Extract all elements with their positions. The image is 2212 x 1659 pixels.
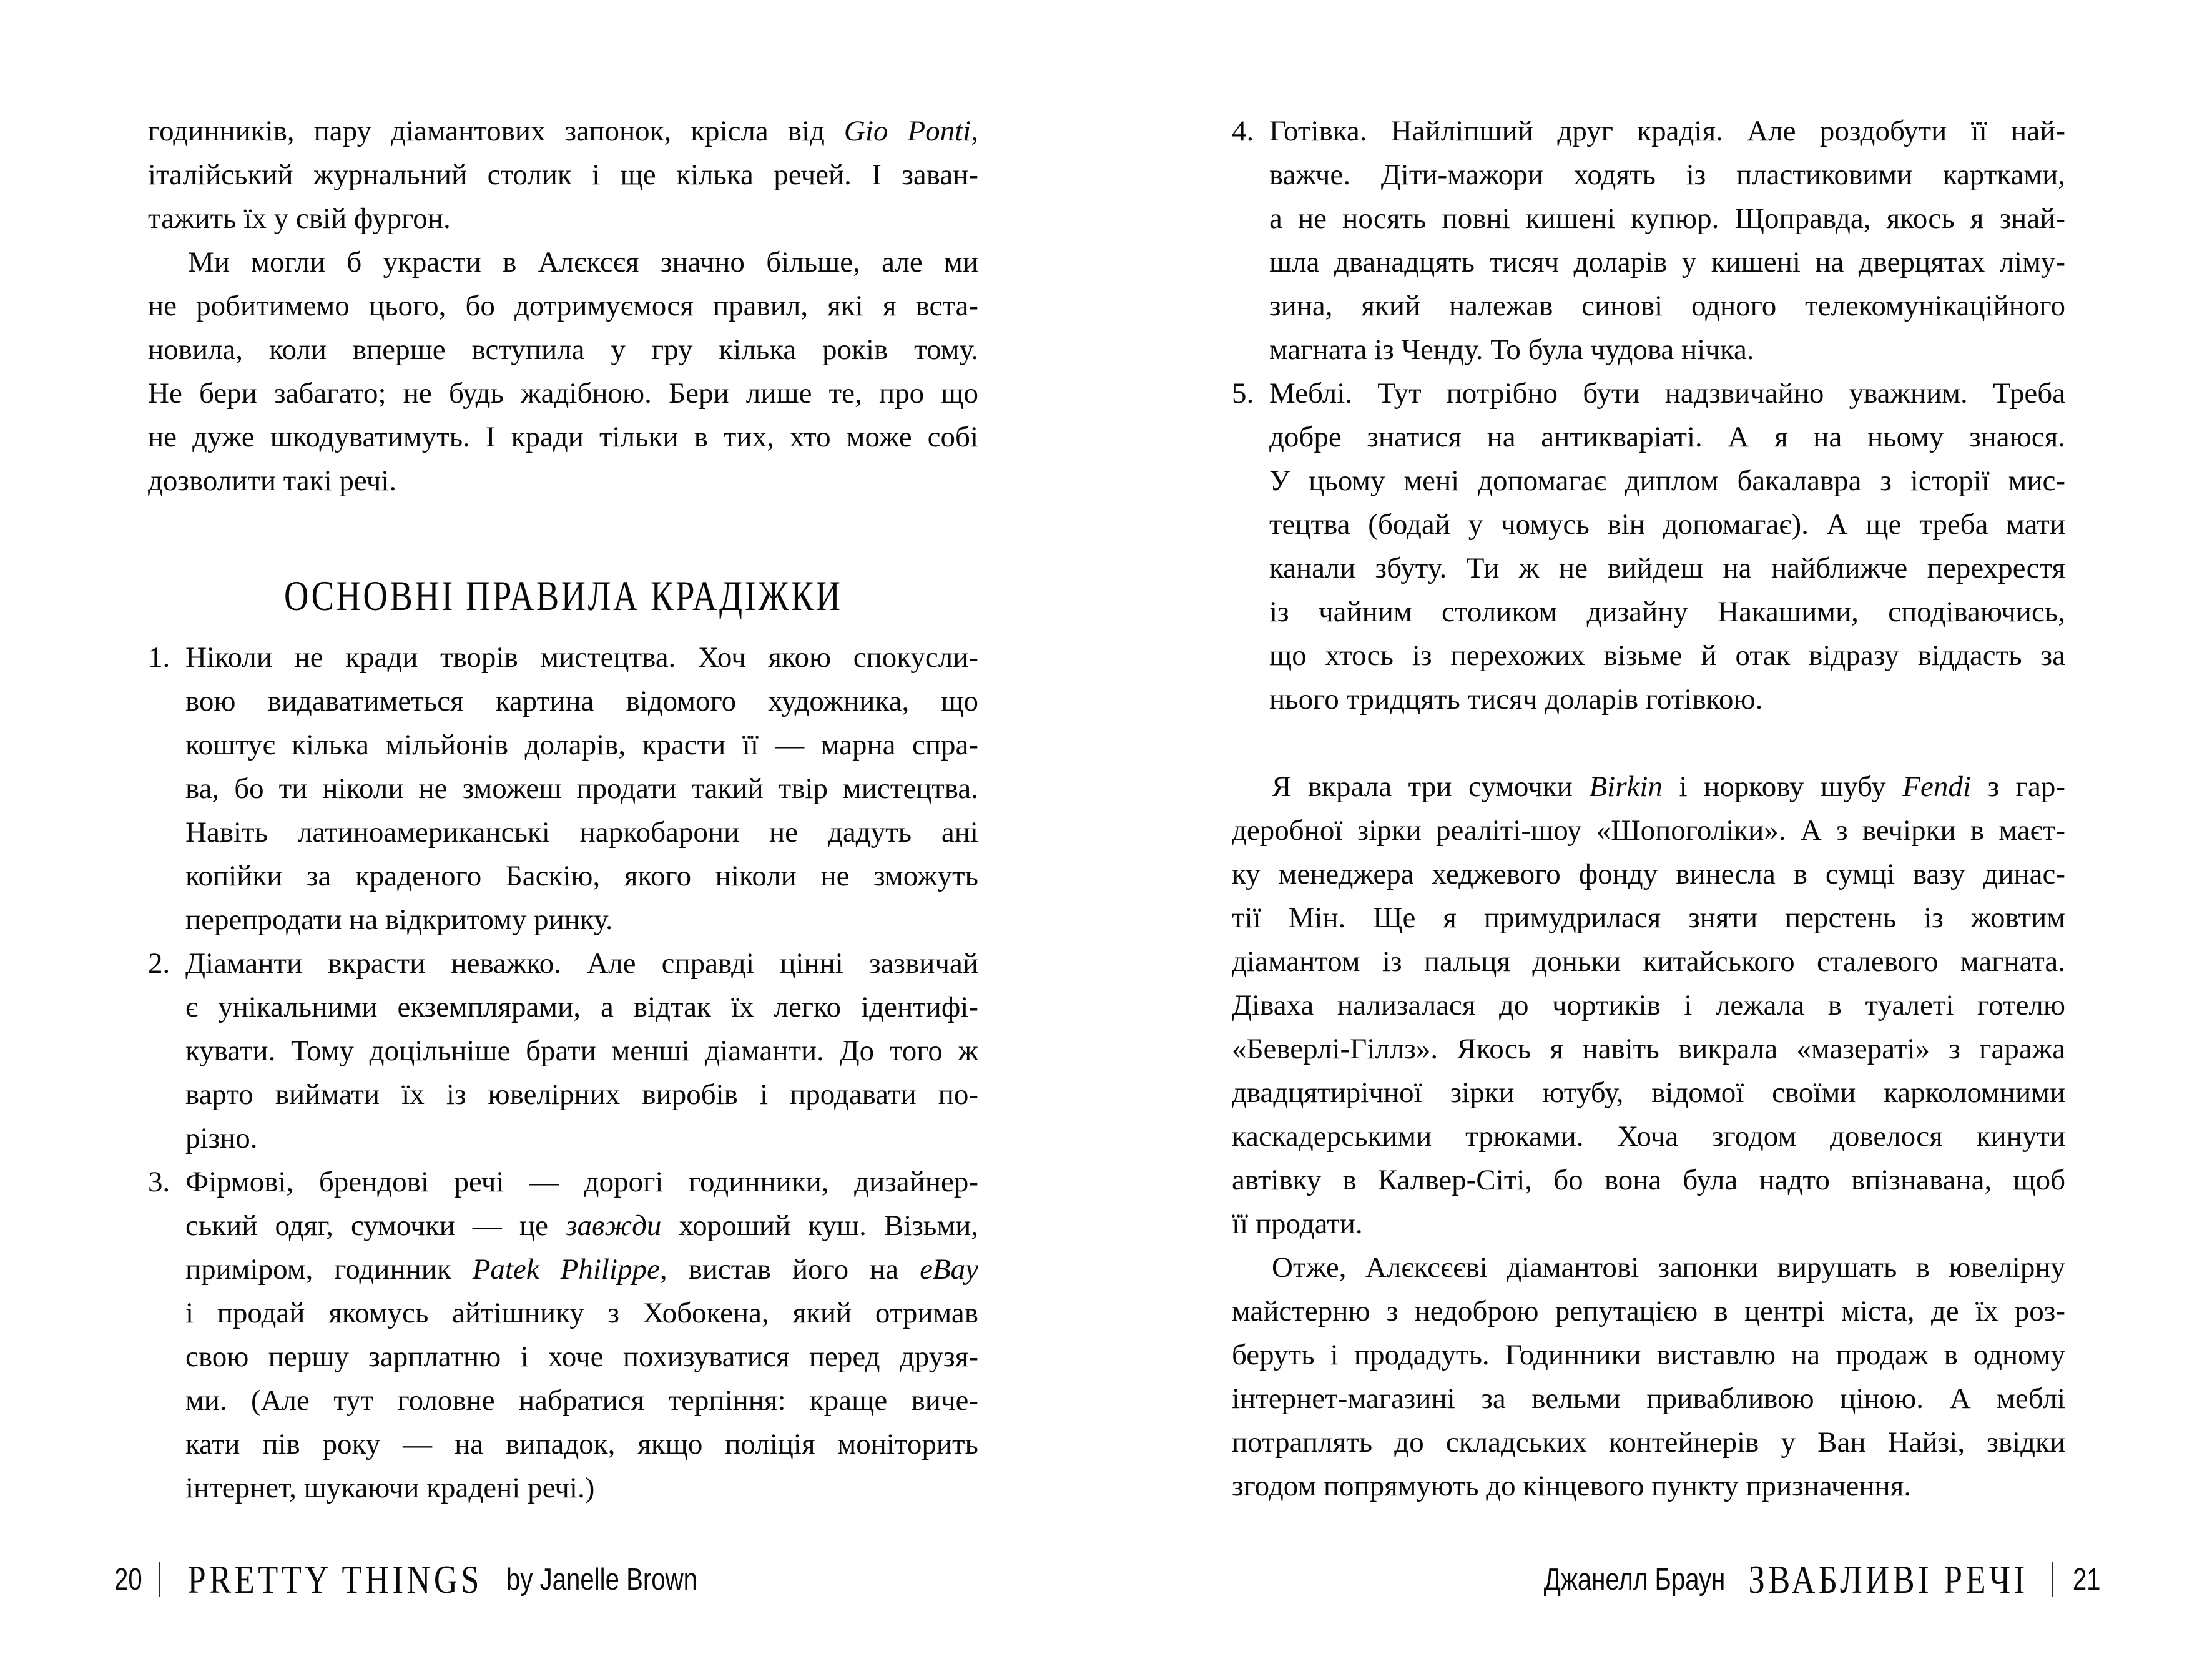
footer-separator-bar (159, 1562, 160, 1597)
text-line: «Беверлі-Гіллз». Якось я навіть викрала «мазераті» з гаража (1232, 1033, 2065, 1065)
text-line: вою видаватиметься картина відомого художника, що (185, 685, 978, 717)
text-line: різно. (185, 1122, 258, 1154)
text-line: не дуже шкодуватимуть. І кради тільки в тих, хто може собі (148, 421, 978, 453)
text-line: ку менеджера хеджевого фонду винесла в сумці вазу динас- (1232, 858, 2065, 890)
text-line: майстерню з недоброю репутацією в центрі міста, де їх роз- (1232, 1295, 2065, 1327)
text-line: нього тридцять тисяч доларів готівкою. (1269, 683, 1763, 716)
text-line: із чайним столиком дизайну Накашими, сподіваючись, (1269, 596, 2065, 628)
list-item-number: 3. (148, 1166, 170, 1198)
text-line: беруть і продадуть. Годинники виставлю на продаж в одному (1232, 1339, 2065, 1371)
text-line: У цьому мені допомагає диплом бакалавра з історії мис- (1269, 465, 2065, 497)
text-line: шла дванадцять тисяч доларів у кишені на дверцятах ліму- (1269, 246, 2065, 278)
text-line: кувати. Тому доцільніше брати менші діаманти. До того ж (185, 1035, 978, 1067)
series-title: PRETTY THINGS (187, 1557, 483, 1602)
text-line: що хтось із перехожих візьме й отак відразу віддасть за (1269, 639, 2065, 672)
text-line: інтернет, шукаючи крадені речі.) (185, 1472, 595, 1504)
text-line: і продай якомусь айтішнику з Хобокена, який отримав (185, 1297, 978, 1329)
text-line: новила, коли вперше вступила у гру кілька років тому. (148, 333, 978, 366)
text-line: автівку в Калвер-Сіті, бо вона була надто впізнавана, щоб (1232, 1164, 2065, 1196)
text-line: Не бери забагато; не будь жадібною. Бери лише те, про що (148, 377, 978, 410)
text-line: Отже, Алєксєєві діамантові запонки вирушать в ювелірну (1272, 1251, 2065, 1284)
paragraph (1232, 765, 2065, 1246)
list-item (148, 636, 978, 942)
text-line: перепродати на відкритому ринку. (185, 903, 613, 936)
text-line: Фірмові, брендові речі — дорогі годинники, дизайнер- (185, 1166, 978, 1198)
text-line: Діаманти вкрасти неважко. Але справді цінні зазвичай (185, 947, 978, 980)
list-item (148, 942, 978, 1160)
text-line: Ніколи не кради творів мистецтва. Хоч якою спокусли- (185, 641, 978, 674)
text-line: Готівка. Найліпший друг крадія. Але роздобути її най- (1269, 115, 2065, 147)
book-title: ЗВАБЛИВІ РЕЧІ (1748, 1557, 2029, 1602)
text-line: італійський журнальний столик і ще кілька речей. І заван- (148, 159, 978, 191)
text-line: Навіть латиноамериканські наркобарони не дадуть ані (185, 816, 978, 849)
right-page-number: 21 (2073, 1563, 2101, 1597)
author-name: Джанелл Браун (1543, 1563, 1726, 1597)
paragraph (148, 240, 978, 503)
text-line: кати пів року — на випадок, якщо поліція моніторить (185, 1428, 978, 1460)
list-item (1232, 372, 2065, 721)
author-byline: by Janelle Brown (506, 1563, 697, 1597)
text-line: тажить їх у свій фургон. (148, 202, 451, 235)
left-page-number: 20 (114, 1563, 142, 1597)
text-line: зина, який належав синові одного телекомунікаційного (1269, 290, 2065, 322)
paragraph (148, 109, 978, 240)
text-line: канали збуту. Ти ж не вийдеш на найближче перехрестя (1269, 552, 2065, 584)
text-line: варто виймати їх із ювелірних виробів і продавати по- (185, 1078, 978, 1111)
text-line: приміром, годинник Patek Philippe, вистав його на eBay (185, 1253, 978, 1286)
list-item (1232, 109, 2065, 372)
text-line: дозволити такі речі. (148, 465, 397, 497)
left-page-footer (114, 1556, 739, 1603)
text-line: згодом попрямують до кінцевого пункту призначення. (1232, 1470, 1912, 1502)
text-line: інтернет-магазині за вельми привабливою ціною. А меблі (1232, 1382, 2065, 1415)
text-line: деробної зірки реаліті-шоу «Шопоголіки». А з вечірки в маєт- (1232, 814, 2065, 847)
list-item (148, 1160, 978, 1510)
list-item-number: 5. (1232, 377, 1254, 410)
section-heading-text: ОСНОВНІ ПРАВИЛА КРАДІЖКИ (283, 573, 843, 620)
paragraph (1232, 1246, 2065, 1508)
text-line: Діваха нализалася до чортиків і лежала в туалеті готелю (1232, 989, 2065, 1021)
text-line: Ми могли б украсти в Алєксєя значно більше, але ми (188, 246, 978, 278)
text-line: не робитимемо цього, бо дотримуємося правил, які я вста- (148, 290, 978, 322)
text-line: годинників, пару діамантових запонок, крісла від Gio Ponti, (148, 115, 978, 147)
list-item-number: 4. (1232, 115, 1254, 147)
text-line: Я вкрала три сумочки Birkin і норкову шубу Fendi з гар- (1272, 770, 2065, 803)
text-line: ва, бо ти ніколи не зможеш продати такий твір мистецтва. (185, 772, 978, 805)
text-line: каскадерськими трюками. Хоча згодом довелося кинути (1232, 1120, 2065, 1153)
text-line: коштує кілька мільйонів доларів, красти її — марна спра- (185, 729, 978, 761)
text-line: ми. (Але тут головне набратися терпіння: краще виче- (185, 1384, 978, 1417)
text-line: діамантом із пальця доньки китайського сталевого магната. (1232, 945, 2065, 978)
text-line: тецтва (бодай у чомусь він допомагає). А ще треба мати (1269, 508, 2065, 541)
text-line: потраплять до складських контейнерів у Ван Найзі, звідки (1232, 1426, 2065, 1459)
list-item-number: 2. (148, 947, 170, 980)
text-line: копійки за краденого Баскію, якого ніколи не зможуть (185, 860, 978, 892)
text-line: Меблі. Тут потрібно бути надзвичайно уважним. Треба (1269, 377, 2065, 410)
text-line: добре знатися на антикваріаті. А я на ньому знаюся. (1269, 421, 2065, 453)
footer-separator-bar (2052, 1562, 2053, 1597)
text-line: а не носять повні кишені купюр. Щоправда, якось я знай- (1269, 202, 2065, 235)
right-page-footer (1504, 1556, 2101, 1603)
text-line: двадцятирічної зірки ютубу, відомої своїми карколомними (1232, 1076, 2065, 1109)
text-line: тії Мін. Ще я примудрилася зняти перстень із жовтим (1232, 902, 2065, 934)
text-line: є унікальними екземплярами, а відтак їх легко ідентифі- (185, 991, 978, 1023)
text-line: її продати. (1232, 1208, 1363, 1240)
text-line: магната із Ченду. То була чудова нічка. (1269, 333, 1754, 366)
text-line: важче. Діти-мажори ходять із пластиковими картками, (1269, 159, 2065, 191)
right-page-text-column (1232, 109, 2065, 1508)
section-heading (148, 574, 978, 618)
text-line: свою першу зарплатню і хоче похизуватися перед друзя- (185, 1341, 978, 1373)
text-line: ський одяг, сумочки — це завжди хороший куш. Візьми, (185, 1209, 978, 1242)
list-item-number: 1. (148, 641, 170, 674)
left-page-text-column (148, 109, 978, 1510)
